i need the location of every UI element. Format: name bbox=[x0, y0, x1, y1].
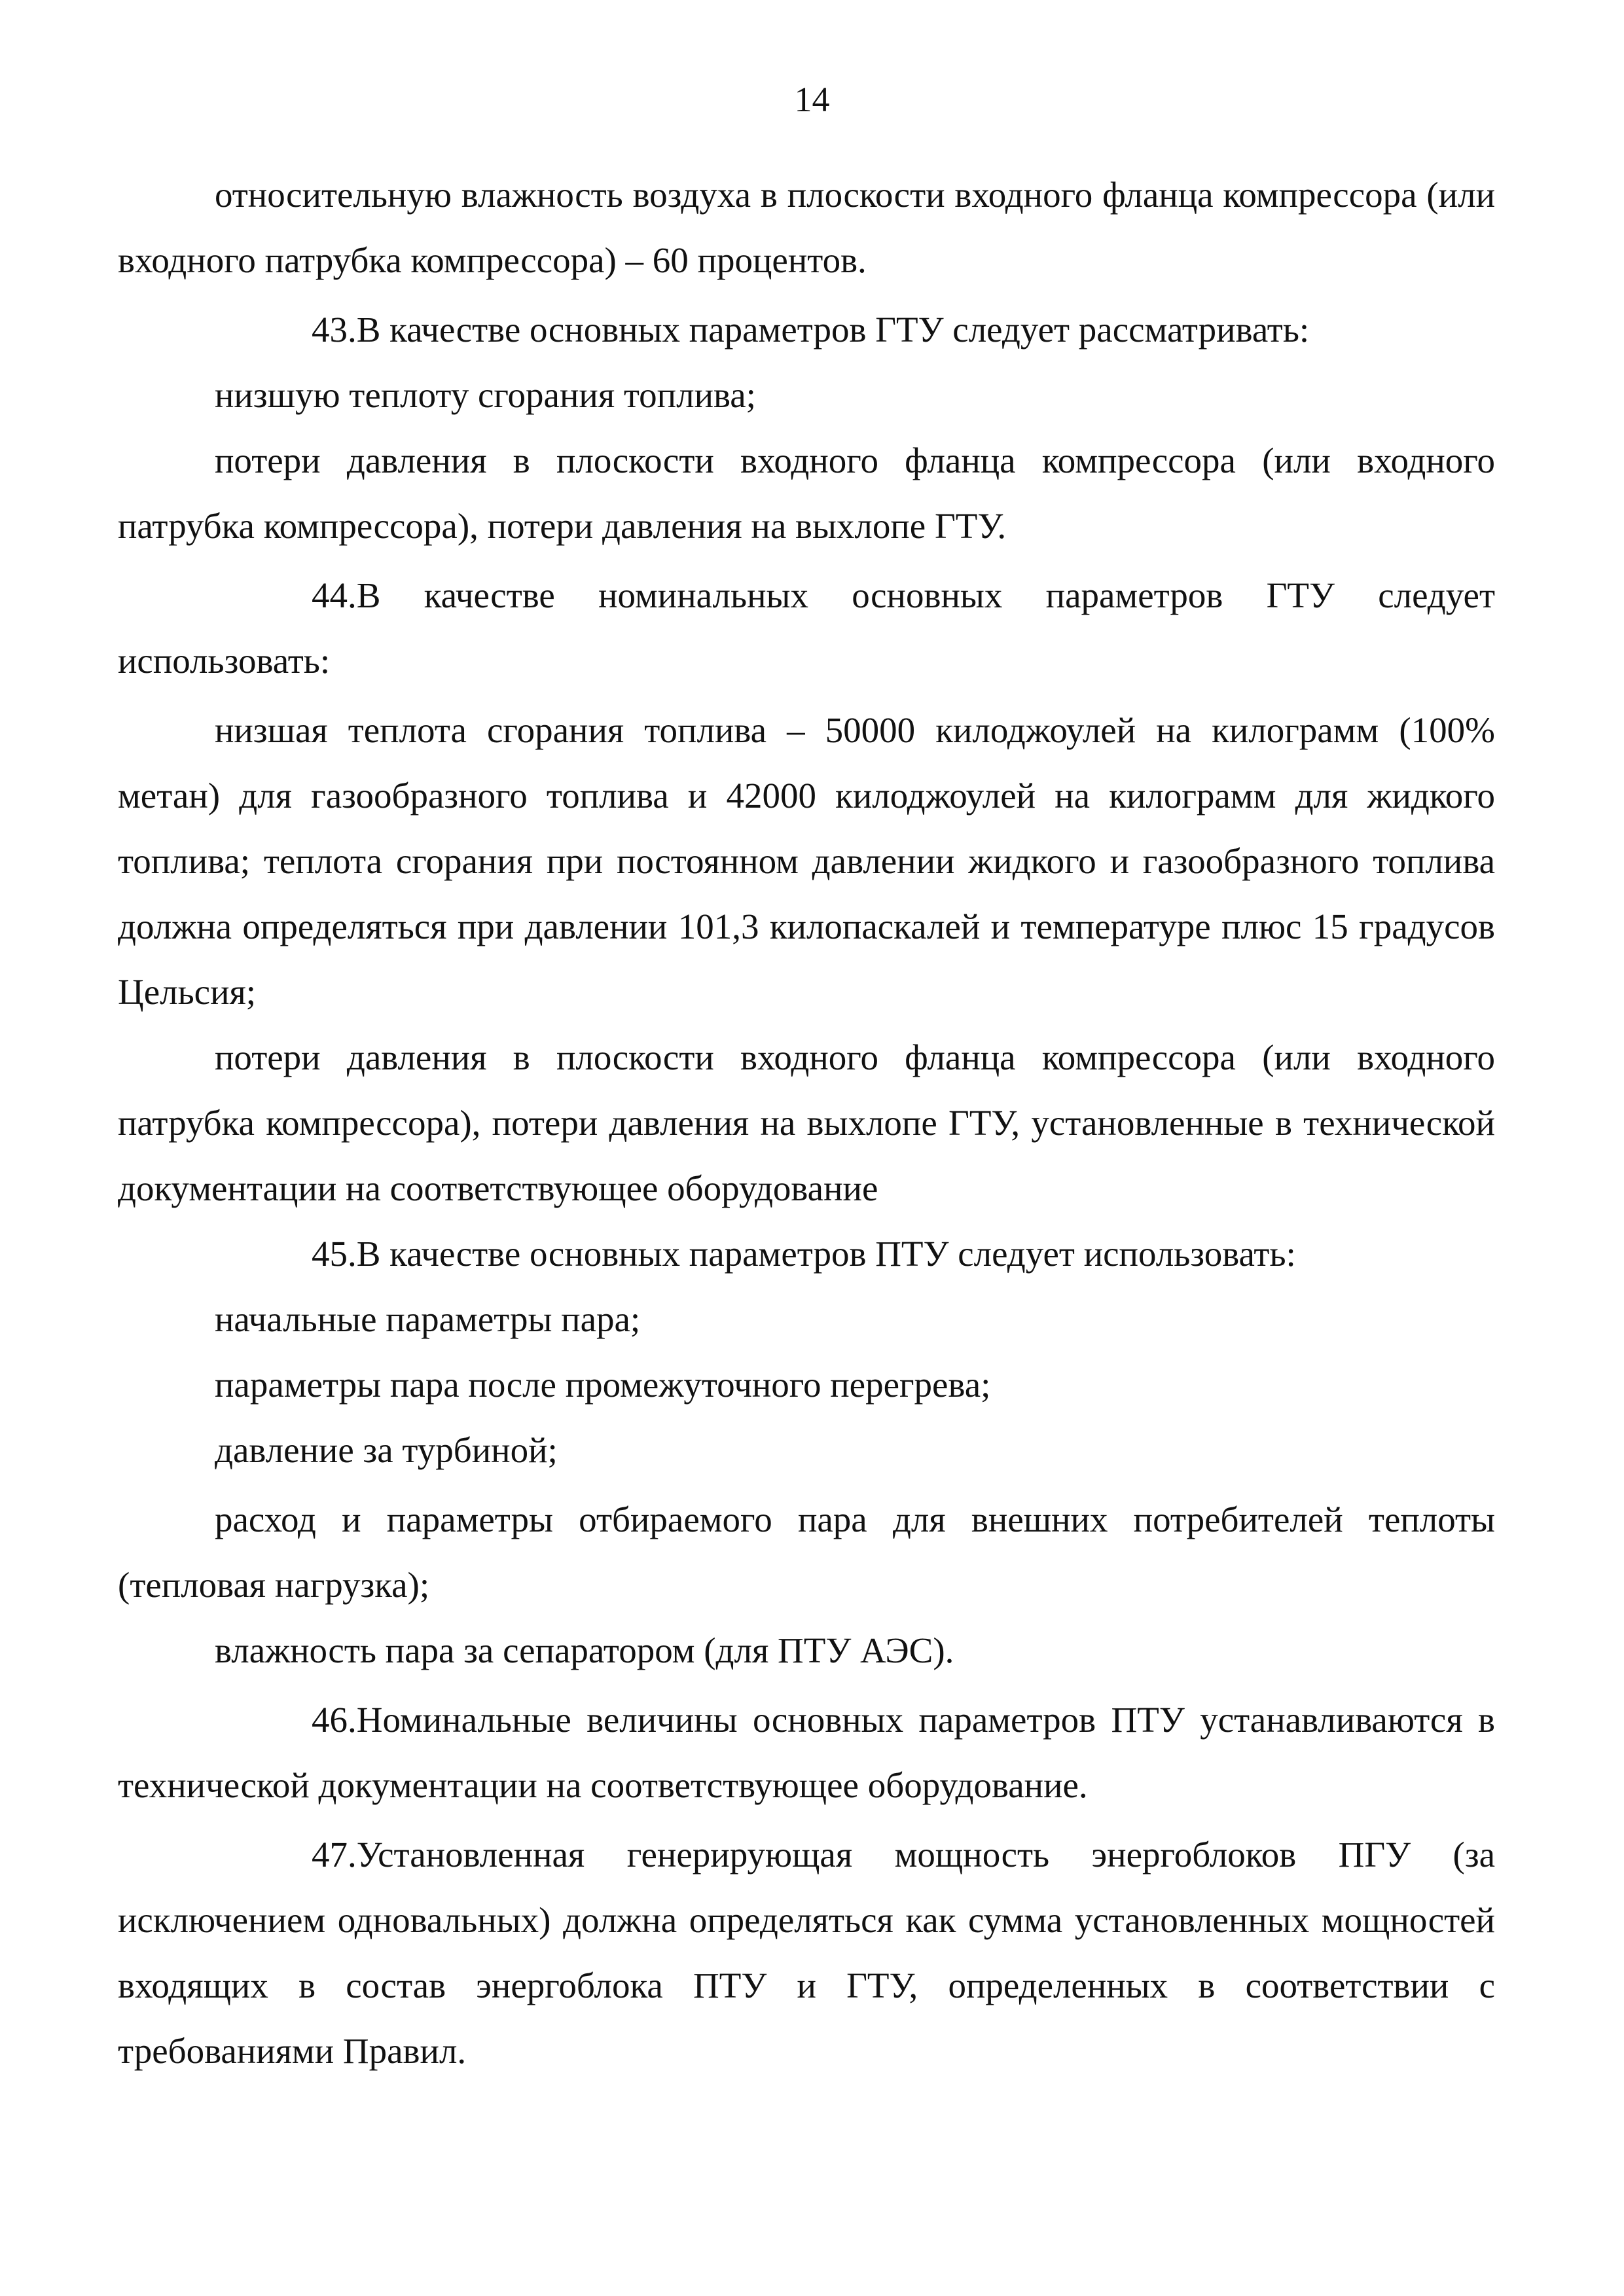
paragraph-text: Установленная генерирующая мощность энергоблоков ПГУ (за исключением одновальных) должна определяться как сумма установленных мощностей входящих в состав энергоблока ПТУ и ГТУ, определенных в соответствии с требованиями Правил. bbox=[118, 1835, 1495, 2071]
paragraph-text: влажность пара за сепаратором (для ПТУ АЭС). bbox=[215, 1630, 954, 1670]
paragraph bbox=[118, 428, 1495, 559]
paragraph bbox=[118, 698, 1495, 1025]
paragraph-number: 46. bbox=[312, 1700, 357, 1740]
paragraph-45 bbox=[118, 1221, 1495, 1287]
paragraph-text: низшая теплота сгорания топлива – 50000 килоджоулей на килограмм (100% метан) для газообразного топлива и 42000 килоджоулей на килограмм для жидкого топлива; теплота сгорания при постоянном давлении жидкого и газообразного топлива должна определяться при давлении 101,3 килопаскалей и температуре плюс 15 градусов Цельсия; bbox=[118, 710, 1495, 1012]
paragraph-text: параметры пара после промежуточного перегрева; bbox=[215, 1365, 991, 1405]
paragraph bbox=[118, 1025, 1495, 1221]
paragraph-text: потери давления в плоскости входного фланца компрессора (или входного патрубка компрессора), потери давления на выхлопе ГТУ. bbox=[118, 440, 1495, 546]
page-number: 14 bbox=[794, 80, 830, 119]
paragraph bbox=[118, 162, 1495, 293]
paragraph-text: относительную влажность воздуха в плоскости входного фланца компрессора (или входного патрубка компрессора) – 60 процентов. bbox=[118, 175, 1495, 280]
paragraph-text: низшую теплоту сгорания топлива; bbox=[215, 375, 756, 415]
paragraph bbox=[118, 1418, 1495, 1483]
paragraph-43 bbox=[118, 297, 1495, 363]
paragraph-number: 43. bbox=[312, 310, 357, 350]
paragraph-text: В качестве основных параметров ГТУ следует рассматривать: bbox=[356, 310, 1310, 350]
paragraph-46 bbox=[118, 1687, 1495, 1818]
paragraph-text: начальные параметры пара; bbox=[215, 1299, 641, 1339]
paragraph bbox=[118, 1352, 1495, 1418]
paragraph bbox=[118, 1287, 1495, 1352]
paragraph-47 bbox=[118, 1822, 1495, 2084]
paragraph bbox=[118, 1618, 1495, 1683]
paragraph-text: В качестве номинальных основных параметров ГТУ следует использовать: bbox=[118, 575, 1495, 681]
paragraph-number: 44. bbox=[312, 575, 357, 615]
paragraph-text: расход и параметры отбираемого пара для внешних потребителей теплоты (тепловая нагрузка); bbox=[118, 1499, 1495, 1605]
paragraph-number: 47. bbox=[312, 1835, 357, 1874]
paragraph-text: потери давления в плоскости входного фланца компрессора (или входного патрубка компрессора), потери давления на выхлопе ГТУ, установленные в технической документации на соответствующее оборудование bbox=[118, 1037, 1495, 1208]
document-body bbox=[118, 162, 1495, 2084]
paragraph-text: В качестве основных параметров ПТУ следует использовать: bbox=[356, 1234, 1296, 1274]
paragraph bbox=[118, 1487, 1495, 1618]
paragraph-text: Номинальные величины основных параметров ПТУ устанавливаются в технической документации на соответствующее оборудование. bbox=[118, 1700, 1495, 1805]
paragraph-number: 45. bbox=[312, 1234, 357, 1274]
paragraph-44 bbox=[118, 563, 1495, 694]
paragraph-text: давление за турбиной; bbox=[215, 1430, 558, 1470]
paragraph bbox=[118, 363, 1495, 428]
